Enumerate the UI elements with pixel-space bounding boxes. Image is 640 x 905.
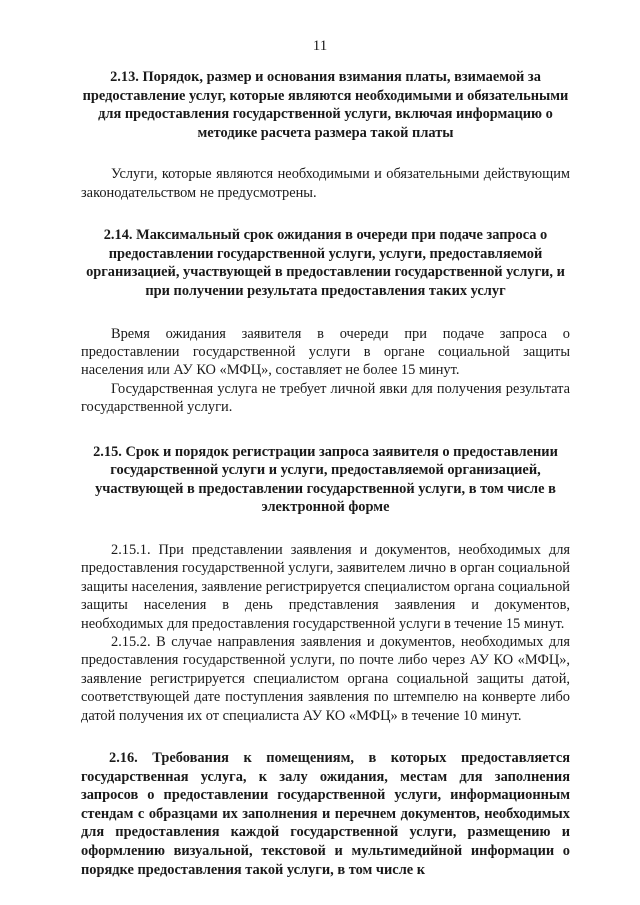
document-body [81, 68, 570, 879]
paragraph: Услуги, которые являются необходимыми и обязательными действующим законодательством не предусмотрены. [81, 166, 570, 201]
paragraph: 2.15.1. При представлении заявления и документов, необходимых для предоставления государственной услуги, заявителем лично в орган социальной защиты населения, заявление регистрируется специалистом органа социальной защиты населения в день представления заявления и документов, необходимых для предоставления государственной услуги в течение 15 минут. [81, 541, 570, 632]
section-heading-2-15: 2.15. Срок и порядок регистрации запроса заявителя о предоставлении государственной услуги и услуги, предоставляемой организацией, участвующей в предоставлении государственной услуги, в том числе в электронной форме [93, 443, 558, 516]
section-heading-2-14: 2.14. Максимальный срок ожидания в очереди при подаче запроса о предоставлении государственной услуги, услуги, предоставляемой организацией, участвующей в предоставлении государственной услуги, и при получении результата предоставления таких услуг [86, 227, 565, 299]
section-heading-2-16: 2.16. Требования к помещениям, в которых предоставляется государственная услуга, к залу ожидания, местам для заполнения запросов о предоставлении государственной услуги, информационным стендам с образцами их заполнения и перечнем документов, необходимых для предоставления каждой государственной услуги, размещению и оформлению визуальной, текстовой и мультимедийной информации о порядке предоставления такой услуги, в том числе к [81, 750, 570, 878]
page-number: 11 [312, 38, 328, 54]
section-heading-2-13: 2.13. Порядок, размер и основания взимания платы, взимаемой за предоставление услуг, которые являются необходимыми и обязательными для предоставления государственной услуги, включая информацию о методике расчета размера такой платы [82, 69, 569, 141]
paragraph: 2.15.2. В случае направления заявления и документов, необходимых для предоставления государственной услуги, по почте либо через АУ КО «МФЦ», заявление регистрируется специалистом органа социальной защиты датой, соответствующей дате поступления заявления по штемпелю на конверте либо датой получения их от специалиста АУ КО «МФЦ» в течение 10 минут. [81, 634, 570, 724]
paragraph: Время ожидания заявителя в очереди при подаче запроса о предоставлении государственной услуги в органе социальной защиты населения или АУ КО «МФЦ», составляет не более 15 минут. [81, 325, 570, 379]
paragraph: Государственная услуга не требует личной явки для получения результата государственной услуги. [81, 380, 570, 416]
